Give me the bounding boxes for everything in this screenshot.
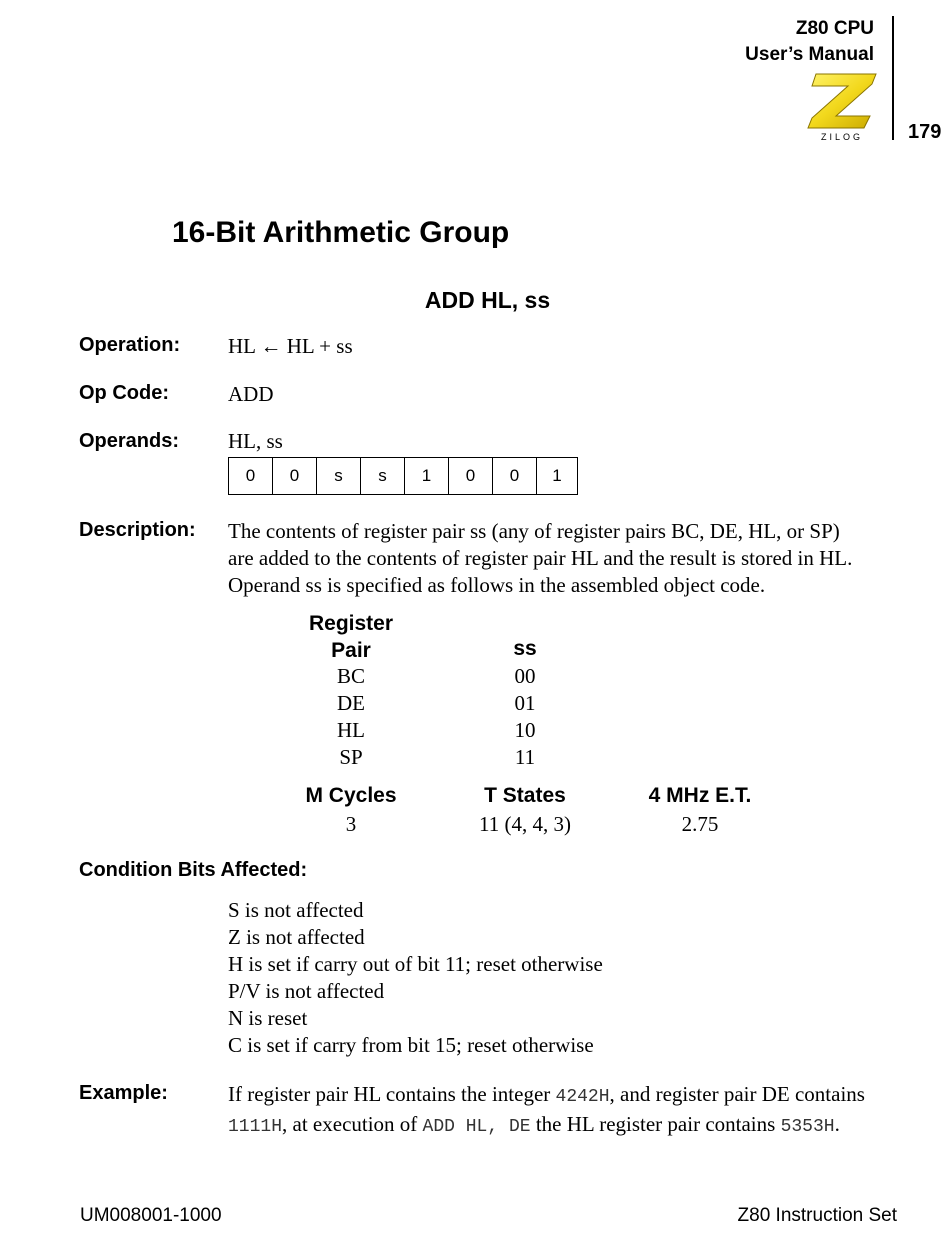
bit-cell: 1 (405, 458, 449, 494)
table-cell-pair: DE (337, 691, 365, 715)
m-cycles-value: 3 (345, 812, 357, 836)
register-pair-header (290, 610, 412, 664)
bit-cell: 0 (449, 458, 493, 494)
bit-cell: s (361, 458, 405, 494)
table-cell-ss: 10 (514, 718, 536, 742)
ss-header: ss (513, 637, 537, 660)
example-text-part: the HL register pair contains (530, 1112, 781, 1136)
register-pair-header-line1: Register (308, 612, 394, 635)
example-text (228, 1081, 918, 1141)
manual-title-line2: User’s Manual (745, 44, 874, 65)
section-title: 16-Bit Arithmetic Group (172, 216, 510, 249)
manual-title-line1: Z80 CPU (795, 18, 874, 39)
operation-label: Operation: (79, 334, 181, 356)
m-cycles-header: M Cycles (305, 784, 397, 807)
operation-value: HL ← HL + ss (228, 334, 353, 358)
operands-label: Operands: (79, 430, 180, 452)
example-text-part: , at execution of (282, 1112, 423, 1136)
opcode-value: ADD (228, 382, 274, 406)
example-code-de: 1111H (228, 1117, 283, 1137)
bit-cell: 1 (552, 466, 562, 485)
condition-line: S is not affected (228, 898, 364, 922)
example-code-hl: 4242H (555, 1087, 610, 1107)
opcode-bit-field (228, 457, 578, 495)
bit-cell: 0 (493, 458, 537, 494)
table-cell-pair: BC (336, 664, 365, 688)
example-text-part: If register pair HL contains the integer (228, 1082, 556, 1106)
header-divider (892, 16, 894, 140)
example-text-part: , and register pair DE contains (609, 1082, 865, 1106)
description-line: The contents of register pair ss (any of register pairs BC, DE, HL, or SP) (228, 519, 840, 543)
example-code-result: 5353H (780, 1117, 835, 1137)
operands-value: HL, ss (228, 429, 283, 453)
bit-cell: 0 (273, 458, 317, 494)
instruction-title: ADD HL, ss (424, 287, 551, 313)
description-text (228, 518, 908, 599)
execution-time-value: 2.75 (681, 812, 719, 836)
page-number: 179 (908, 121, 942, 143)
description-line: Operand ss is specified as follows in the assembled object code. (228, 573, 766, 597)
table-cell-ss: 01 (514, 691, 536, 715)
condition-line: H is set if carry out of bit 11; reset otherwise (228, 952, 603, 976)
table-cell-ss: 11 (514, 745, 536, 769)
execution-time-header: 4 MHz E.T. (648, 784, 752, 807)
opcode-label: Op Code: (79, 382, 169, 404)
table-cell-pair: HL (337, 718, 365, 742)
t-states-value: 11 (4, 4, 3) (479, 812, 571, 836)
table-cell-pair: SP (339, 745, 363, 769)
example-label: Example: (79, 1082, 168, 1104)
table-cell-ss: 00 (514, 664, 536, 688)
footer-section-name: Z80 Instruction Set (737, 1205, 897, 1226)
logo-text: ZILOG (820, 132, 864, 142)
condition-bits-label: Condition Bits Affected: (79, 859, 308, 881)
footer-doc-number: UM008001-1000 (80, 1205, 222, 1226)
t-states-header: T States (484, 784, 566, 807)
example-text-part: . (834, 1112, 840, 1136)
manual-title (745, 16, 874, 68)
condition-line: P/V is not affected (228, 979, 385, 1003)
bit-cell: 0 (229, 458, 273, 494)
example-code-instruction: ADD HL, DE (422, 1117, 531, 1137)
bit-cell: s (317, 458, 361, 494)
condition-line: Z is not affected (228, 925, 365, 949)
description-line: are added to the contents of register pair HL and the result is stored in HL. (228, 546, 853, 570)
condition-line: N is reset (228, 1006, 308, 1030)
description-label: Description: (79, 519, 196, 541)
zilog-logo-icon (806, 70, 878, 142)
condition-line: C is set if carry from bit 15; reset otherwise (228, 1033, 594, 1057)
register-pair-header-line2: Pair (331, 639, 371, 662)
